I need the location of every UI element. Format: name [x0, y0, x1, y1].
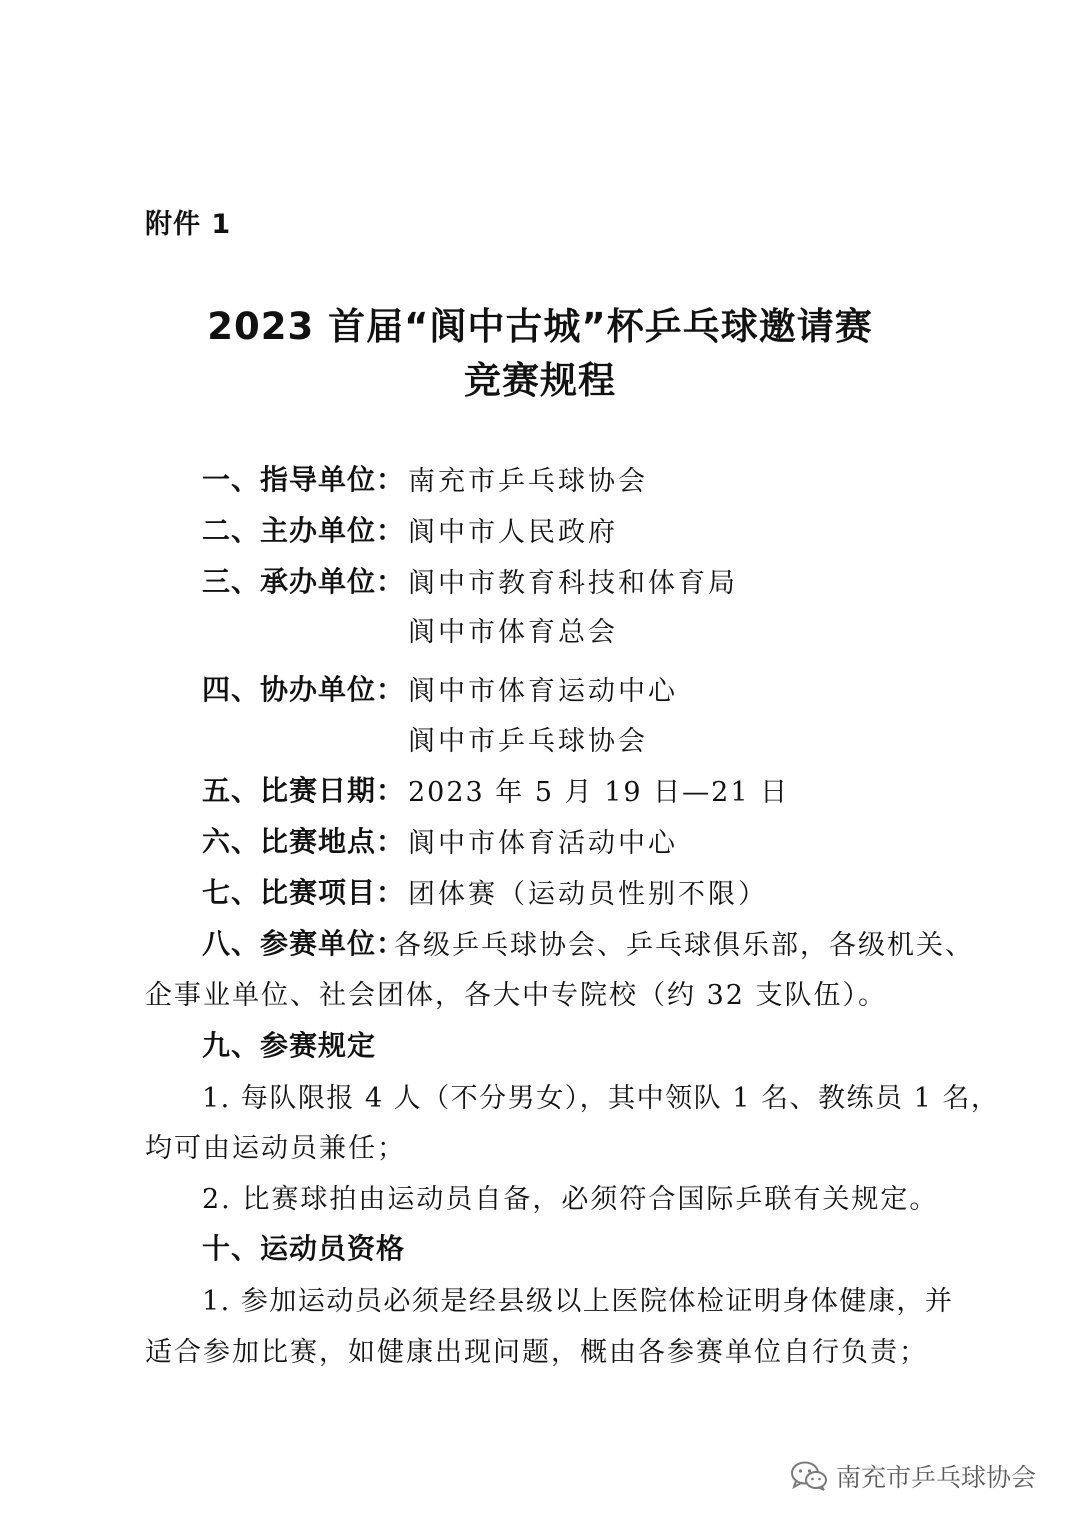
section-9-paragraph-2: 2. 比赛球拍由运动员自备，必须符合国际乒联有关规定。: [202, 1184, 939, 1215]
section-3-label: 三、承办单位：: [202, 565, 406, 598]
section-2-value: 阆中市人民政府: [408, 517, 618, 548]
section-10-label: 十、运动员资格: [202, 1232, 406, 1265]
section-4-label: 四、协办单位：: [202, 673, 406, 706]
section-6-label: 六、比赛地点：: [202, 825, 406, 858]
section-7-label: 七、比赛项目：: [202, 876, 406, 909]
section-1-value: 南充市乒乓球协会: [408, 466, 648, 497]
watermark-text: 南充市乒乓球协会: [836, 1463, 1037, 1492]
title-line-2: 竞赛规程: [464, 359, 616, 402]
section-4-value: 阆中市体育运动中心: [408, 676, 678, 707]
section-1-label: 一、指导单位：: [202, 463, 406, 496]
section-9-paragraph-1: 1. 每队限报 4 人（不分男女），其中领队 1 名、教练员 1 名，: [202, 1083, 1000, 1114]
section-8-value-2: 企事业单位、社会团体，各大中专院校（约 32 支队伍）。: [145, 980, 888, 1011]
section-5-value: 2023 年 5 月 19 日—21 日: [408, 777, 790, 808]
wechat-icon: [790, 1460, 828, 1492]
section-5-label: 五、比赛日期：: [202, 774, 406, 807]
watermark: [790, 1458, 1036, 1494]
section-7-value: 团体赛（运动员性别不限）: [408, 879, 768, 910]
section-6-value: 阆中市体育活动中心: [408, 828, 678, 859]
section-9-label: 九、参赛规定: [202, 1029, 377, 1062]
section-10-paragraph-1: 1. 参加运动员必须是经县级以上医院体检证明身体健康，并: [202, 1286, 954, 1317]
section-4-value-2: 阆中市乒乓球协会: [408, 726, 648, 757]
section-3-value-2: 阆中市体育总会: [408, 617, 618, 648]
section-3-value: 阆中市教育科技和体育局: [408, 568, 738, 599]
title-line-1: 2023 首届“阆中古城”杯乒乓球邀请赛: [207, 305, 873, 348]
section-8-label: 八、参赛单位：: [202, 927, 406, 960]
section-10-paragraph-1-cont: 适合参加比赛，如健康出现问题，概由各参赛单位自行负责；: [145, 1337, 928, 1368]
attachment-label: 附件 1: [145, 209, 232, 240]
section-9-paragraph-1-cont: 均可由运动员兼任；: [145, 1133, 406, 1164]
section-2-label: 二、主办单位：: [202, 514, 406, 547]
section-8-value: 各级乒乓球协会、乒乓球俱乐部，各级机关、: [394, 930, 974, 961]
